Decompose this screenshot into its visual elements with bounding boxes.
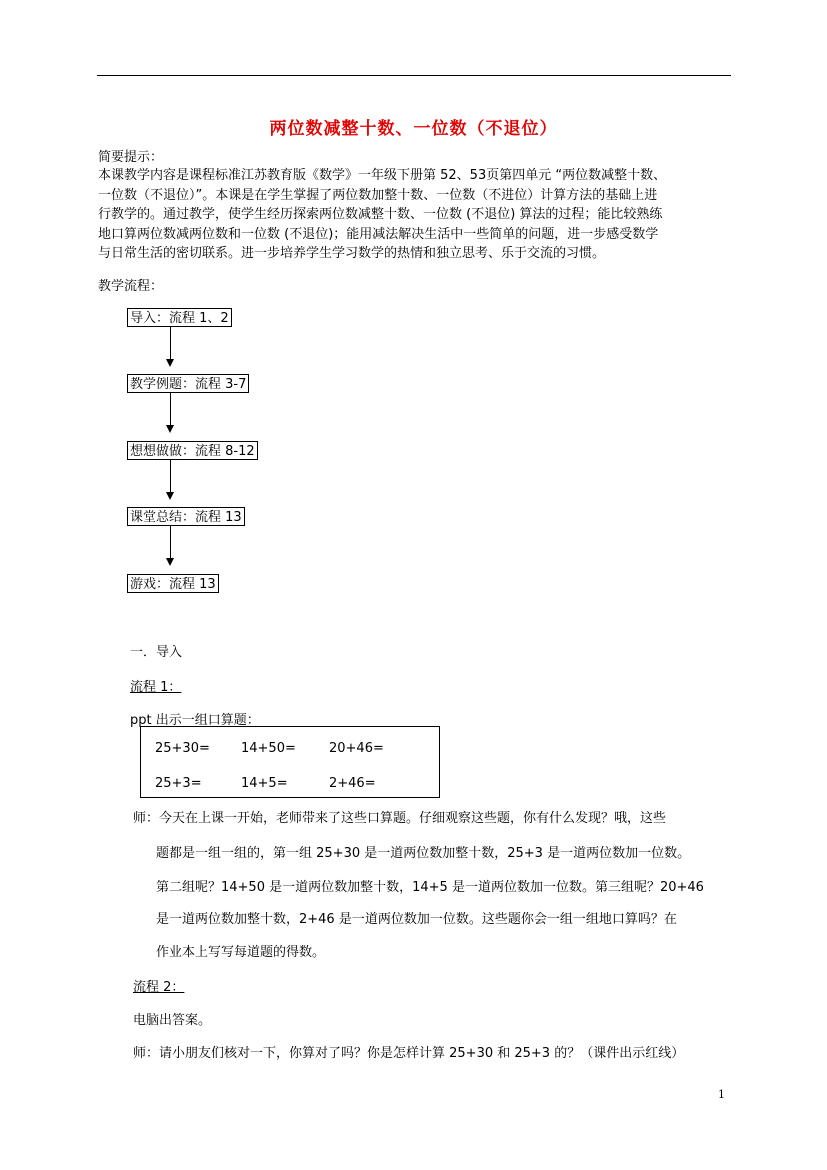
flow-connector <box>170 526 171 558</box>
flow-step-game: 游戏：流程 13 <box>127 574 219 593</box>
flow-step-intro: 导入：流程 1、2 <box>127 308 232 327</box>
arrow-down-icon <box>166 492 174 500</box>
quiz-item: 14+5= <box>241 776 288 791</box>
arrow-down-icon <box>166 425 174 433</box>
teacher-line: 是一道两位数加整十数，2+46 是一道两位数加一位数。这些题你会一组一组地口算吗？在 <box>156 912 677 927</box>
quiz-item: 25+30= <box>155 741 210 756</box>
flow1-heading: 流程 1： <box>130 680 182 695</box>
summary-paragraph <box>98 166 734 264</box>
summary-line: 与日常生活的密切联系。进一步培养学生学习数学的热情和独立思考、乐于交流的习惯。 <box>98 246 606 261</box>
teacher-line: 作业本上写写每道题的得数。 <box>156 945 326 960</box>
flow2-heading: 流程 2： <box>133 980 185 995</box>
document-title: 两位数减整十数、一位数（不退位） <box>269 119 558 139</box>
summary-line: 地口算两位数减两位数和一位数 (不退位)；能用减法解决生活中一些简单的问题，进一步感受数学 <box>98 226 659 242</box>
quiz-item: 2+46= <box>329 776 376 791</box>
teacher-line: 题都是一组一组的，第一组 25+30 是一道两位数加整十数，25+3 是一道两位数加一位数。 <box>156 846 691 861</box>
arrow-down-icon <box>166 558 174 566</box>
flow-label: 教学流程： <box>98 279 164 294</box>
quiz-item: 20+46= <box>329 741 384 756</box>
teacher-line: 师：今天在上课一开始，老师带来了这些口算题。仔细观察这些题，你有什么发现？哦，这些 <box>133 811 667 826</box>
quiz-box <box>140 726 440 798</box>
summary-line: 一位数（不退位）”。本课是在学生掌握了两位数加整十数、一位数（不进位）计算方法的基础上进 <box>98 187 658 203</box>
flow-connector <box>170 327 171 359</box>
computer-answer-line: 电脑出答案。 <box>133 1013 212 1028</box>
flow-step-practice: 想想做做：流程 8-12 <box>127 441 258 460</box>
section-heading: 一．导入 <box>130 645 183 660</box>
teacher-line: 第二组呢？14+50 是一道两位数加整十数，14+5 是一道两位数加一位数。第三组呢？20+46 <box>156 880 704 895</box>
page-number: 1 <box>718 1088 725 1101</box>
quiz-item: 25+3= <box>155 776 202 791</box>
quiz-item: 14+50= <box>241 741 296 756</box>
summary-line: 本课教学内容是课程标准江苏教育版《数学》一年级下册第 52、53页第四单元 “两位数减整十数、 <box>98 168 667 183</box>
summary-line: 行教学的。通过教学，使学生经历探索两位数减整十数、一位数 (不退位) 算法的过程；能比较熟练 <box>98 207 663 222</box>
summary-label: 简要提示： <box>98 150 164 165</box>
teacher-question-line: 师：请小朋友们核对一下，你算对了吗？你是怎样计算 25+30 和 25+3 的？（课件出示红线） <box>133 1046 685 1061</box>
flow-step-examples: 教学例题：流程 3-7 <box>127 374 249 393</box>
header-rule <box>97 75 731 76</box>
arrow-down-icon <box>166 359 174 367</box>
flow-connector <box>170 393 171 425</box>
ppt-instruction: ppt 出示一组口算题： <box>130 713 260 728</box>
flow-connector <box>170 460 171 492</box>
flow-step-summary: 课堂总结：流程 13 <box>127 507 245 526</box>
